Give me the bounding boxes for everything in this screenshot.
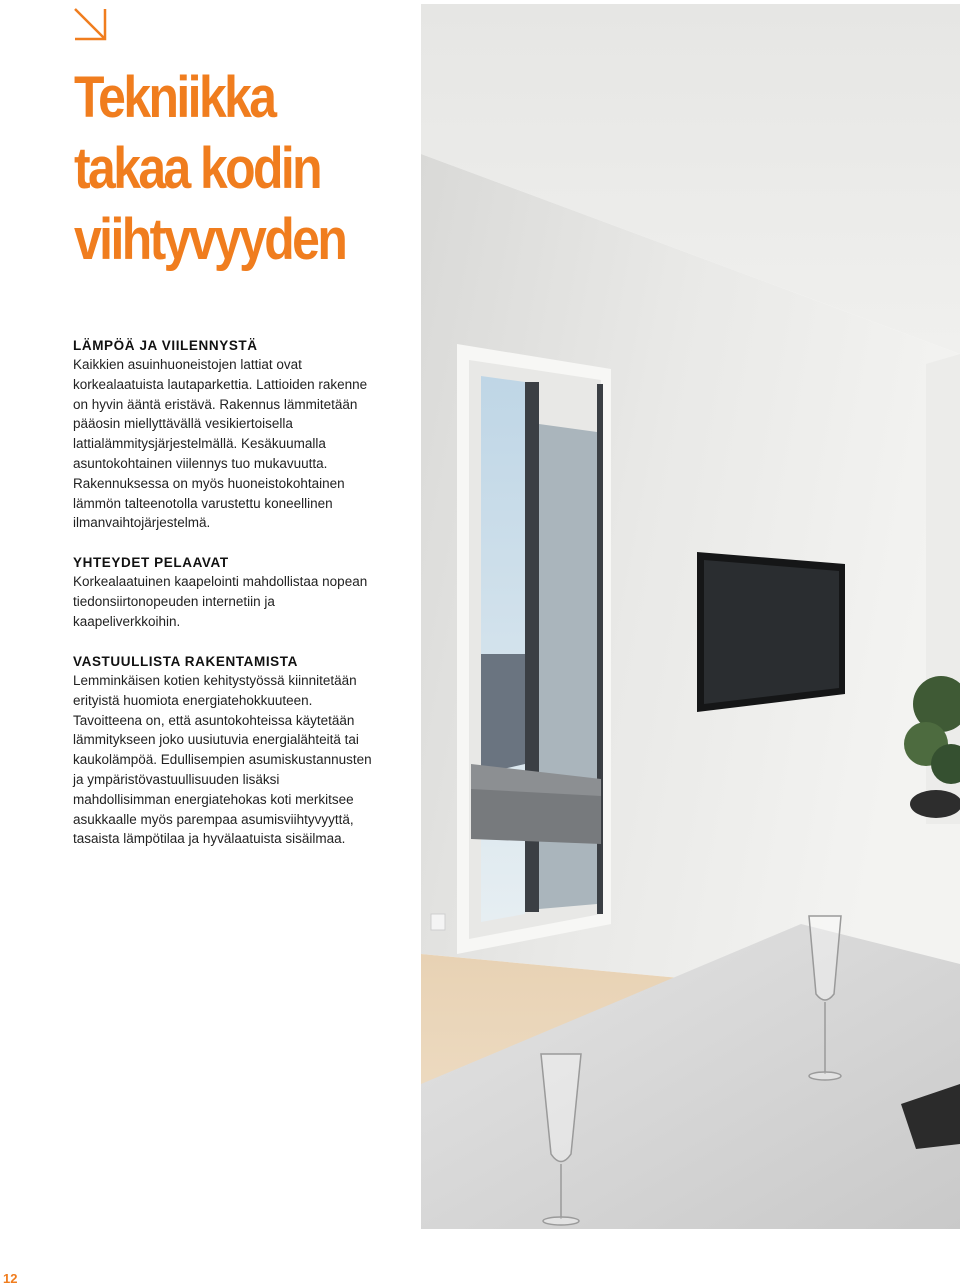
headline-line-3: viihtyvyyden bbox=[74, 207, 346, 272]
section-body bbox=[73, 572, 393, 631]
text-line: Kaikkien asuinhuoneistojen lattiat ovat bbox=[73, 357, 302, 372]
text-line: pääosin miellyttävällä vesikiertoisella bbox=[73, 416, 293, 432]
headline-line-2: takaa kodin bbox=[74, 136, 321, 201]
text-line: lämmitykseen joko uusiutuvia energialähteitä tai bbox=[73, 732, 359, 748]
text-line: lattialämmitysjärjestelmällä. Kesäkuumalla bbox=[73, 436, 326, 452]
section-title: VASTUULLISTA RAKENTAMISTA bbox=[73, 654, 298, 669]
text-line: mahdollisimman energiatehokas koti merkitsee bbox=[73, 791, 354, 807]
section-body bbox=[73, 671, 393, 849]
section-responsible-building bbox=[73, 652, 393, 849]
text-line: korkealaatuista lautaparkettia. Lattioiden rakenne bbox=[73, 376, 368, 392]
interior-photo bbox=[421, 4, 960, 1229]
text-line: erityistä huomiota energiatehokkuuteen. bbox=[73, 692, 313, 708]
text-line: ja ympäristövastuullisuuden lisäksi bbox=[73, 771, 280, 787]
text-line: ilmanvaihtojärjestelmä. bbox=[73, 515, 211, 531]
headline-line-1: Tekniikka bbox=[74, 65, 275, 130]
text-line: kaapeliverkkoihin. bbox=[73, 613, 181, 629]
text-line: tiedonsiirtonopeuden internetiin ja bbox=[73, 593, 275, 609]
text-line: kaukolämpöä. Edullisempien asumiskustannusten bbox=[73, 752, 372, 768]
section-heating-cooling bbox=[73, 336, 393, 533]
page-title bbox=[74, 62, 358, 275]
text-line: Rakennuksessa on myös huoneistokohtainen bbox=[73, 475, 345, 491]
page-number: 12 bbox=[3, 1271, 18, 1286]
arrow-down-right-icon bbox=[72, 6, 110, 44]
section-connections bbox=[73, 553, 393, 631]
text-line: lämmön talteenotolla varustettu koneellinen bbox=[73, 495, 333, 511]
text-line: tasaista lämpötilaa ja hyvälaatuista sisäilmaa. bbox=[73, 831, 346, 847]
text-line: on hyvin ääntä eristävä. Rakennus lämmitetään bbox=[73, 396, 358, 412]
text-line: asuntokohtainen viilennys tuo mukavuutta. bbox=[73, 455, 328, 471]
text-line: Korkealaatuinen kaapelointi mahdollistaa nopean bbox=[73, 574, 368, 589]
section-title: YHTEYDET PELAAVAT bbox=[73, 555, 229, 570]
text-line: Tavoitteena on, että asuntokohteissa käytetään bbox=[73, 712, 355, 728]
text-line: Lemminkäisen kotien kehitystyössä kiinnitetään bbox=[73, 673, 357, 688]
section-body bbox=[73, 355, 393, 533]
section-title: LÄMPÖÄ JA VIILENNYSTÄ bbox=[73, 338, 258, 353]
text-line: asukkaalle myös parempaa asumisviihtyvyyttä, bbox=[73, 811, 354, 827]
